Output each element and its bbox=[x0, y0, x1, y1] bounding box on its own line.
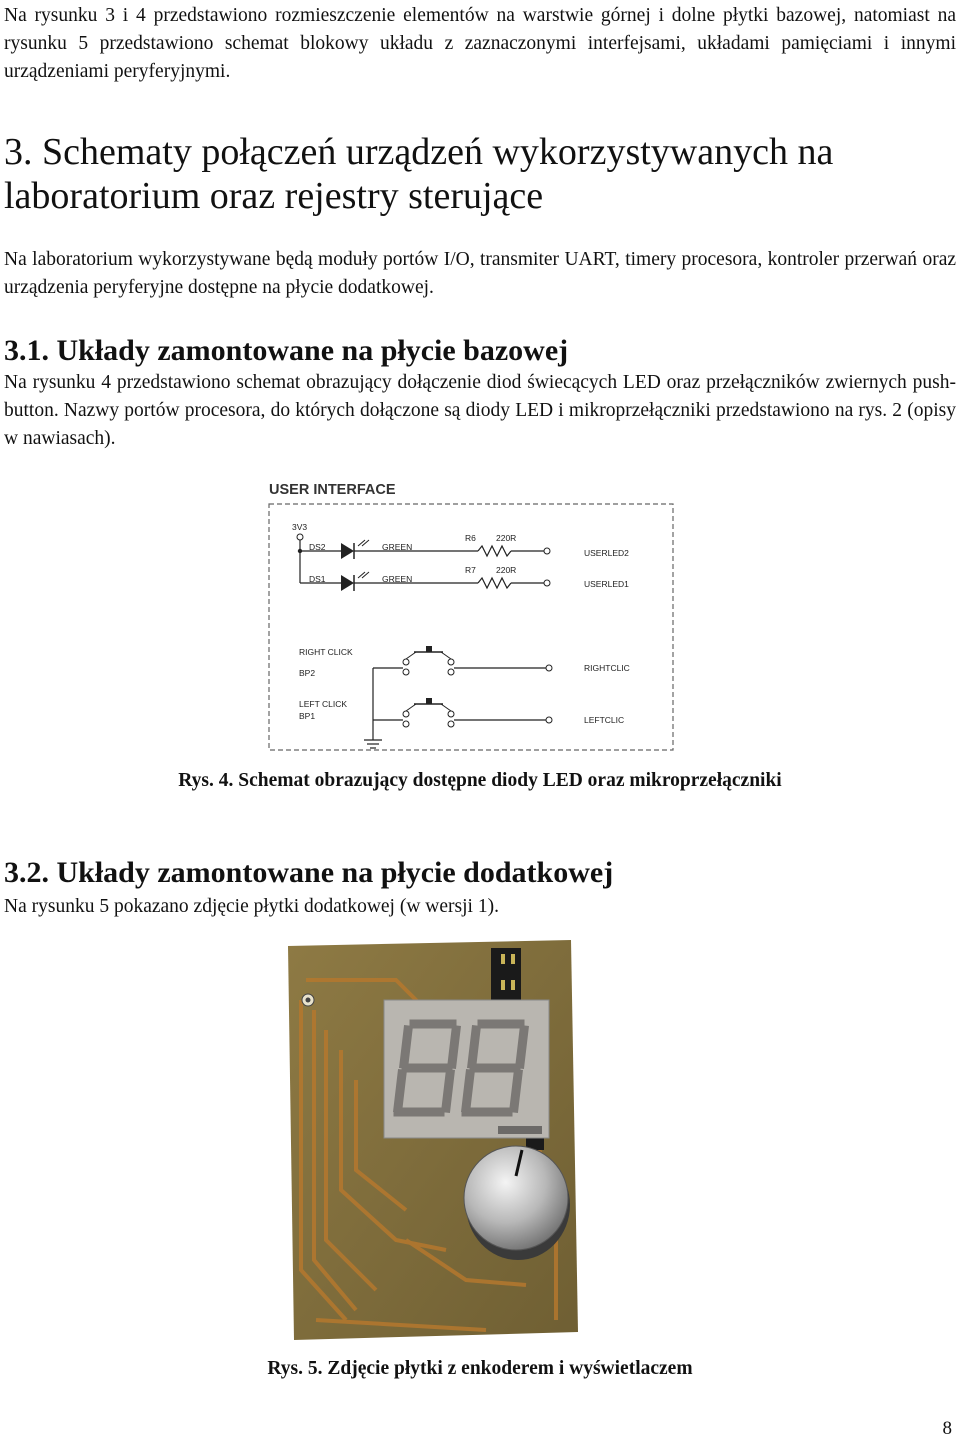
led-ds1-symbol bbox=[341, 575, 354, 591]
bp1-label: BP1 bbox=[299, 711, 316, 721]
resistor-r7-symbol bbox=[478, 578, 511, 588]
user-interface-schematic bbox=[266, 480, 676, 752]
ds2-color: GREEN bbox=[382, 542, 413, 552]
page-number: 8 bbox=[942, 1418, 952, 1439]
ds1-color: GREEN bbox=[382, 574, 413, 584]
figure-4-caption: Rys. 4. Schemat obrazujący dostępne diody LED oraz mikroprzełączniki bbox=[178, 770, 782, 791]
ds2-label: DS2 bbox=[309, 542, 326, 552]
push-button-bp2-symbol bbox=[403, 646, 454, 675]
section-3-paragraph: Na laboratorium wykorzystywane będą moduły portów I/O, transmiter UART, timery procesora, kontroler przerwań oraz urządzenia peryferyjne dostępne na płycie dodatkowej. bbox=[4, 249, 956, 298]
leftclic-label: LEFTCLIC bbox=[584, 715, 625, 725]
intro-paragraph: Na rysunku 3 i 4 przedstawiono rozmieszczenie elementów na warstwie górnej i dolne płytki bazowej, natomiast na rysunku 5 przedstawiono schemat blokowy układu z zaznaczonymi interfejsami, układami pamięciami i innymi urządzeniami peryferyjnymi. bbox=[4, 5, 956, 82]
userled1-label: USERLED1 bbox=[584, 579, 629, 589]
resistor-r6-symbol bbox=[478, 546, 511, 556]
ds1-label: DS1 bbox=[309, 574, 326, 584]
section-3-heading: 3. Schematy połączeń urządzeń wykorzystywanych na laboratorium oraz rejestry sterujące bbox=[4, 131, 834, 217]
r7-value: 220R bbox=[496, 565, 517, 575]
left-click-label: LEFT CLICK bbox=[299, 699, 348, 709]
bp2-label: BP2 bbox=[299, 668, 316, 678]
rightclic-label: RIGHTCLIC bbox=[584, 663, 630, 673]
userled2-label: USERLED2 bbox=[584, 548, 629, 558]
section-3-1-paragraph: Na rysunku 4 przedstawiono schemat obrazujący dołączenie diod świecących LED oraz przełączników zwiernych push-button. Nazwy portów procesora, do których dołączone są diody LED i mikroprzełączniki przedstawiono na rys. 2 (opisy w nawiasach). bbox=[4, 372, 956, 449]
r6-value: 220R bbox=[496, 533, 517, 543]
section-3-1-heading: 3.1. Układy zamontowane na płycie bazowej bbox=[4, 334, 569, 367]
section-3-2-heading: 3.2. Układy zamontowane na płycie dodatkowej bbox=[4, 856, 614, 889]
right-click-label: RIGHT CLICK bbox=[299, 647, 353, 657]
r7-label: R7 bbox=[465, 565, 476, 575]
figure-5-caption: Rys. 5. Zdjęcie płytki z enkoderem i wyświetlaczem bbox=[267, 1358, 693, 1379]
led-ds2-symbol bbox=[341, 543, 354, 559]
push-button-bp1-symbol bbox=[403, 698, 454, 727]
schematic-title: USER INTERFACE bbox=[269, 482, 396, 498]
encoder-display-board-photo bbox=[286, 940, 578, 1340]
section-3-2-paragraph: Na rysunku 5 pokazano zdjęcie płytki dodatkowej (w wersji 1). bbox=[4, 896, 499, 917]
r6-label: R6 bbox=[465, 533, 476, 543]
supply-label: 3V3 bbox=[292, 522, 308, 532]
